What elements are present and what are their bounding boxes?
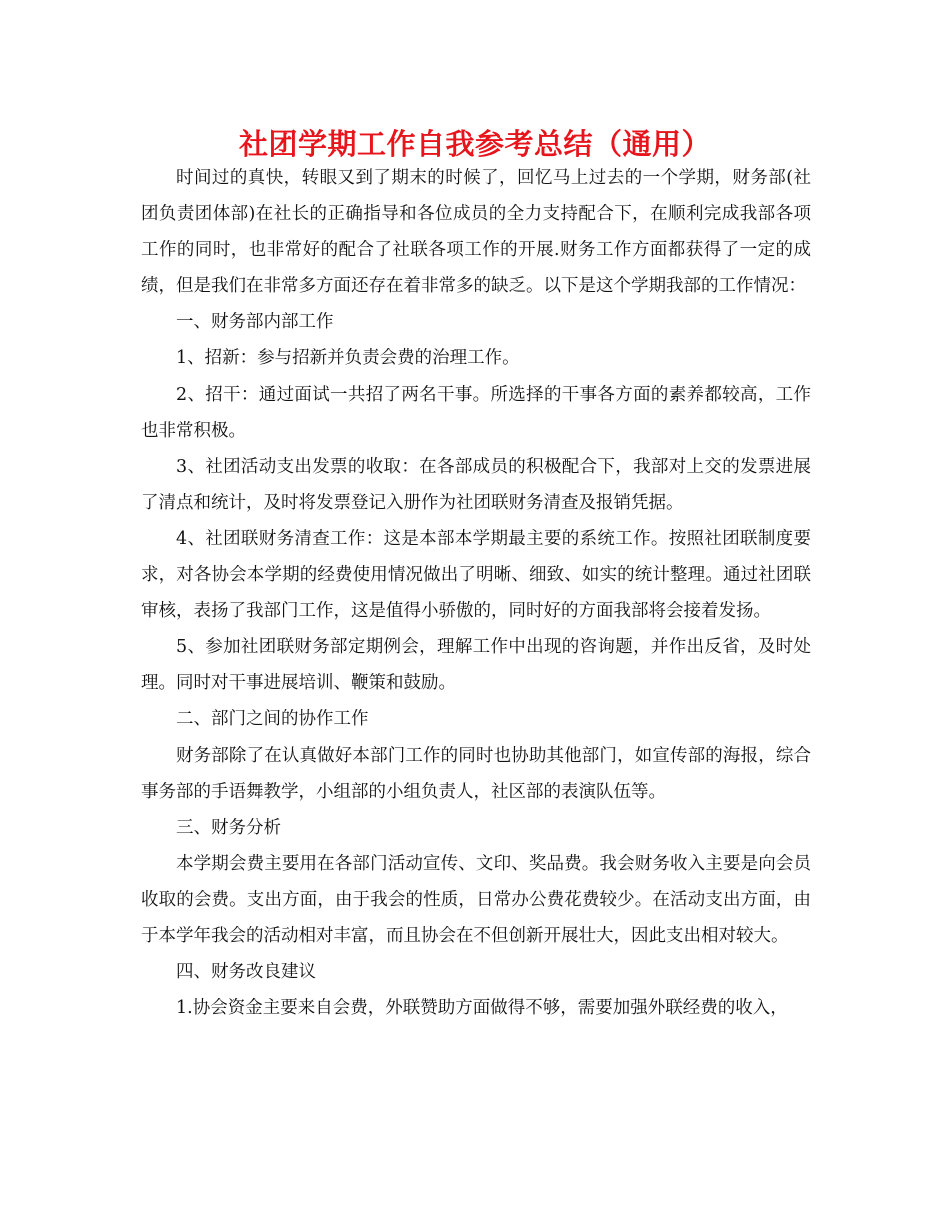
body-paragraph: 1、招新：参与招新并负责会费的治理工作。 <box>176 348 520 369</box>
section-heading: 二、部门之间的协作工作 <box>176 709 369 730</box>
section-heading: 一、财务部内部工作 <box>176 312 334 333</box>
section-heading: 四、财务改良建议 <box>176 962 316 983</box>
body-paragraph: 财务部除了在认真做好本部门工作的同时也协助其他部门，如宣传部的海报，综合事务部的手语舞教学，小组部的小组负责人，社区部的表演队伍等。 <box>141 745 811 802</box>
section-heading: 三、财务分析 <box>176 817 281 838</box>
body-paragraph: 1.协会资金主要来自会费，外联赞助方面做得不够，需要加强外联经费的收入， <box>176 998 788 1019</box>
body-paragraph: 4、社团联财务清查工作：这是本部本学期最主要的系统工作。按照社团联制度要求，对各协会本学期的经费使用情况做出了明晰、细致、如实的统计整理。通过社团联审核，表扬了我部门工作，这是值得小骄傲的，同时好的方面我部将会接着发扬。 <box>141 528 811 622</box>
body-paragraph: 2、招干：通过面试一共招了两名干事。所选择的干事各方面的素养都较高，工作也非常积极。 <box>141 384 811 441</box>
body-paragraph: 3、社团活动支出发票的收取：在各部成员的积极配合下，我部对上交的发票进展了清点和统计，及时将发票登记入册作为社团联财务清查及报销凭据。 <box>141 456 811 513</box>
document-body <box>141 160 811 1026</box>
body-paragraph: 本学期会费主要用在各部门活动宣传、文印、奖品费。我会财务收入主要是向会员收取的会费。支出方面，由于我会的性质，日常办公费花费较少。在活动支出方面，由于本学年我会的活动相对丰富，而且协会在不但创新开展壮大，因此支出相对较大。 <box>141 853 811 946</box>
body-paragraph: 5、参加社团联财务部定期例会，理解工作中出现的咨询题，并作出反省，及时处理。同时对干事进展培训、鞭策和鼓励。 <box>141 637 811 694</box>
intro-paragraph: 时间过的真快，转眼又到了期末的时候了，回忆马上过去的一个学期，财务部(社团负责团体部)在社长的正确指导和各位成员的全力支持配合下，在顺利完成我部各项工作的同时，也非常好的配合了社联各项工作的开展.财务工作方面都获得了一定的成绩，但是我们在非常多方面还存在着非常多的缺乏。以下是这个学期我部的工作情况： <box>141 168 811 297</box>
document-title: 社团学期工作自我参考总结（通用） <box>238 127 711 161</box>
